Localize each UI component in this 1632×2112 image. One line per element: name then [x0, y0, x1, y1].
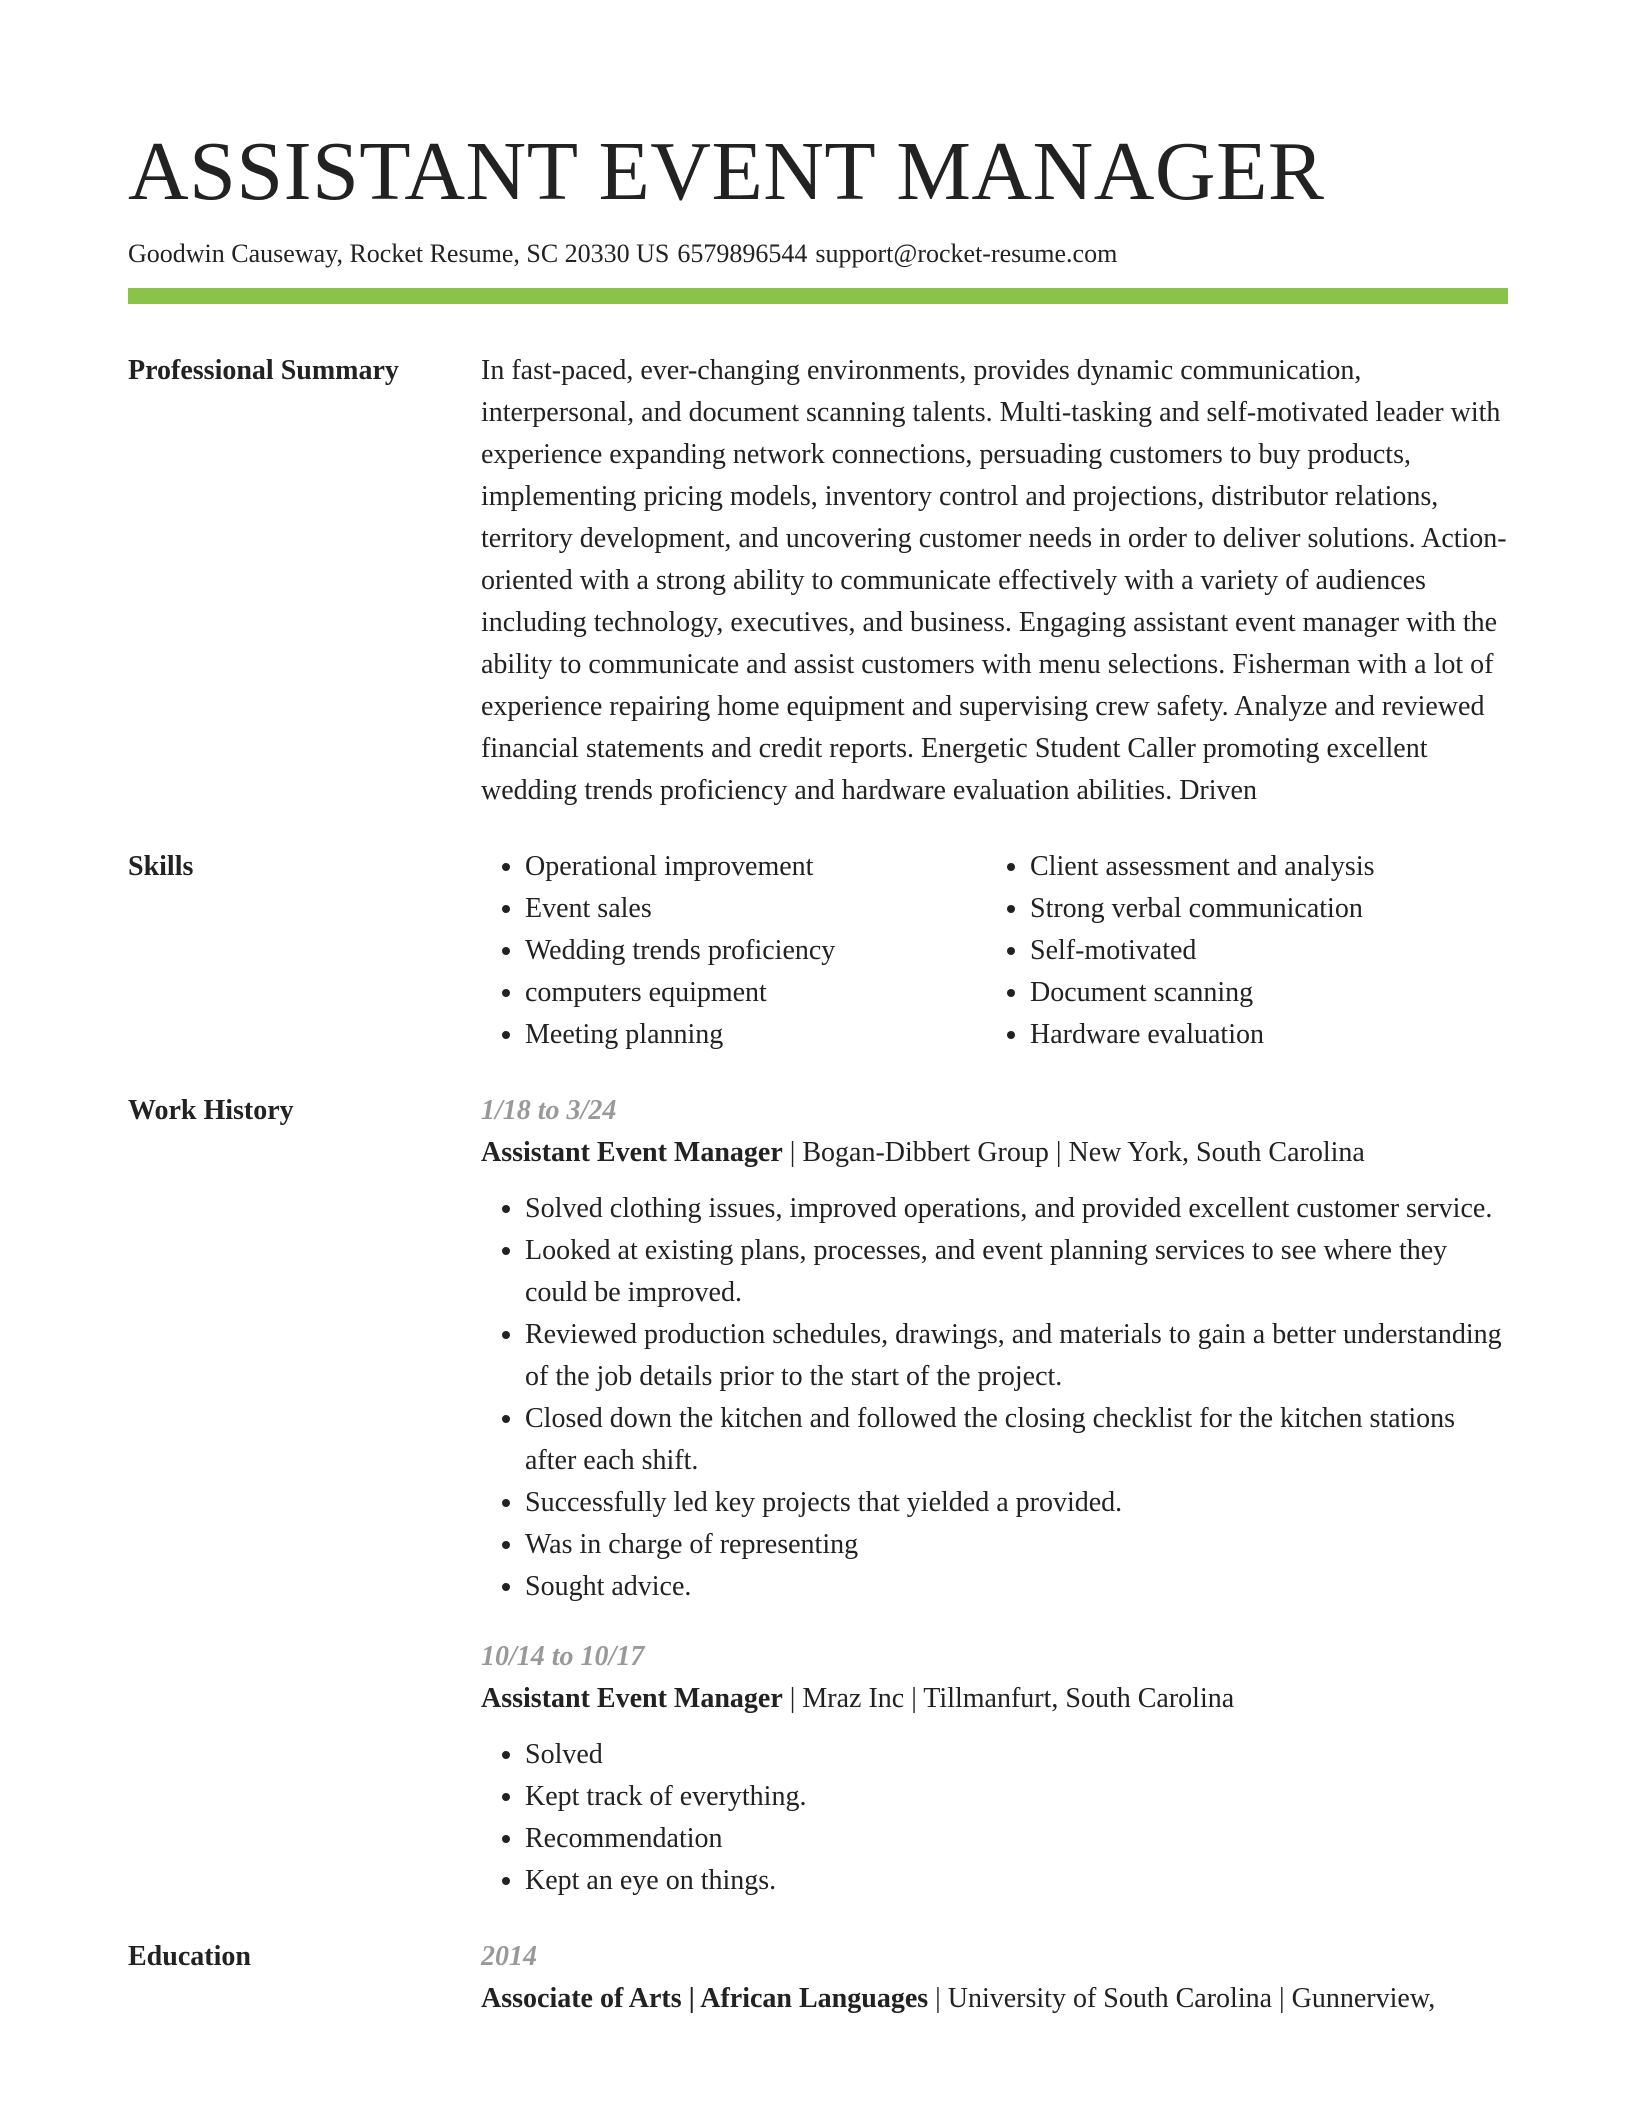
job-entry	[481, 1636, 1508, 1902]
job-duty: • Closed down the kitchen and followed the closing checklist for the kitchen stations after each shift.	[525, 1398, 1508, 1482]
job-dates: 1/18 to 3/24	[481, 1095, 617, 1126]
skills-section	[128, 846, 1508, 1056]
skills-title: Skills	[128, 851, 194, 882]
job-company-location: | Mraz Inc | Tillmanfurt, South Carolina	[782, 1683, 1235, 1714]
skill-item: • Strong verbal communication	[1030, 888, 1375, 930]
job-duties	[481, 1734, 1508, 1902]
skill-item: • Operational improvement	[525, 846, 986, 888]
summary-section	[128, 350, 1508, 812]
skills-list-right	[986, 846, 1375, 1056]
skill-item: • Event sales	[525, 888, 986, 930]
education-degree: Associate of Arts | African Languages	[481, 1983, 929, 2014]
skills-list-left	[481, 846, 986, 1056]
job-role: Assistant Event Manager	[481, 1683, 783, 1714]
education-section	[128, 1936, 1508, 2020]
job-duty: • Reviewed production schedules, drawings, and materials to gain a better understanding of the job details prior to the start of the project.	[525, 1314, 1508, 1398]
job-company-location: | Bogan-Dibbert Group | New York, South Carolina	[782, 1137, 1365, 1168]
job-duty: • Kept an eye on things.	[525, 1860, 1508, 1902]
job-entry	[481, 1090, 1508, 1608]
job-duties	[481, 1188, 1508, 1608]
skill-item: • Self-motivated	[1030, 930, 1375, 972]
skill-item: • computers equipment	[525, 972, 986, 1014]
job-dates: 10/14 to 10/17	[481, 1641, 645, 1672]
header-divider	[128, 288, 1508, 304]
skill-item: • Hardware evaluation	[1030, 1014, 1375, 1056]
resume-name: ASSISTANT EVENT MANAGER	[128, 125, 1325, 218]
job-role-line	[481, 1678, 1508, 1720]
education-school: | University of South Carolina | Gunnerview,	[928, 1983, 1436, 2014]
job-duty: • Kept track of everything.	[525, 1776, 1508, 1818]
job-duty: • Solved clothing issues, improved operations, and provided excellent customer service.	[525, 1188, 1508, 1230]
education-line	[481, 1978, 1508, 2020]
job-duty: • Was in charge of representing	[525, 1524, 1508, 1566]
summary-title: Professional Summary	[128, 355, 399, 386]
skill-item: • Meeting planning	[525, 1014, 986, 1056]
contact-line	[128, 236, 1508, 272]
job-duty: • Looked at existing plans, processes, and event planning services to see where they could be improved.	[525, 1230, 1508, 1314]
job-role-line	[481, 1132, 1508, 1174]
summary-text: In fast-paced, ever-changing environments, provides dynamic communication, interpersonal, and document scanning talents. Multi-tasking and self-motivated leader with experience expanding network connections, persuading customers to buy products, implementing pricing models, inventory control and projections, distributor relations, territory development, and uncovering customer needs in order to deliver solutions. Action-oriented with a strong ability to communicate effectively with a variety of audiences including technology, executives, and business. Engaging assistant event manager with the ability to communicate and assist customers with menu selections. Fisherman with a lot of experience repairing home equipment and supervising crew safety. Analyze and reviewed financial statements and credit reports. Energetic Student Caller promoting excellent wedding trends proficiency and hardware evaluation abilities. Driven	[481, 355, 1507, 806]
skill-item: • Wedding trends proficiency	[525, 930, 986, 972]
resume-page	[128, 120, 1508, 2020]
education-year: 2014	[481, 1941, 537, 1972]
education-title: Education	[128, 1941, 251, 1972]
work-section	[128, 1090, 1508, 1902]
contact-phone: 6579896544	[677, 239, 808, 268]
job-duty: • Solved	[525, 1734, 1508, 1776]
job-role: Assistant Event Manager	[481, 1137, 783, 1168]
job-duty: • Sought advice.	[525, 1566, 1508, 1608]
skill-item: • Document scanning	[1030, 972, 1375, 1014]
work-title: Work History	[128, 1095, 294, 1126]
contact-email: support@rocket-resume.com	[815, 239, 1118, 268]
contact-address: Goodwin Causeway, Rocket Resume, SC 20330 US	[128, 239, 670, 268]
skill-item: • Client assessment and analysis	[1030, 846, 1375, 888]
job-duty: • Successfully led key projects that yielded a provided.	[525, 1482, 1508, 1524]
job-duty: • Recommendation	[525, 1818, 1508, 1860]
